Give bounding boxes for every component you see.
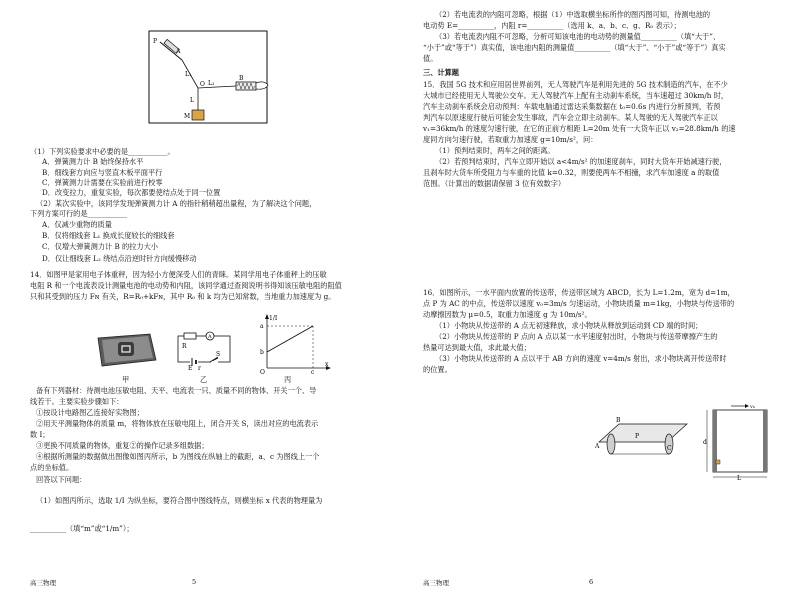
belt-label-c: C <box>667 445 672 452</box>
label-y-axis: 1/I <box>269 315 278 322</box>
label-b: B <box>239 75 244 82</box>
q16-part3-cont: 的位置。 <box>423 365 452 374</box>
q14-3-cont: “小于”或“等于”）真实值，该电池内阻的测量值__________（填“大于”、“小于”或“等于”）真实 <box>423 43 726 52</box>
footer-subject-left: 高三物理 <box>30 579 56 587</box>
q16-part1: （1）小物块从传送带的 A 点无初速释放，求小物块从释放到运动到 CD 端的时间； <box>435 321 703 330</box>
q15-part2-cont: 且刹车时大货车所受阻力与车重的比值 k=0.32，则要使两车不相撞，求汽车加速度 a 的取值 <box>423 168 720 177</box>
resistor-r <box>184 333 196 339</box>
label-c-val: c <box>311 369 315 374</box>
q14-steps-1: 备有下列器材：待测电池压敏电阻、天平、电流表一只、质量不同的物体、开关一个、导 <box>36 386 317 395</box>
weight-block <box>192 110 204 120</box>
label-l: L <box>190 97 194 104</box>
q14-intro-3: 只和其受到的压力 Fɴ 有关，R=R₀+kFɴ，其中 R₀ 和 k 均为已知常数，当地重力加速度为 g。 <box>30 292 336 301</box>
conveyor-belt-top-view <box>703 400 775 480</box>
label-s: S <box>216 351 221 358</box>
footer-page-left: 5 <box>192 578 197 586</box>
q14-1: （1）如图丙所示，选取 1/I 为纵坐标，要符合图中图线特点，则横坐标 x 代表的物理量为 <box>36 496 323 505</box>
label-r-internal: r <box>198 365 201 370</box>
q14-step-3: ③更换不同质量的物体，重复②的操作记录多组数据； <box>36 441 209 450</box>
label-l-length: L <box>737 475 741 480</box>
q13-1-b: B．细线套方向应与竖直木板平面平行 <box>42 168 163 177</box>
q15-2: 大城市已经使用无人驾驶公交车。无人驾驶汽车上配有主动刹车系统，当车速超过 30km/h 时， <box>423 91 729 100</box>
belt-label-a: A <box>595 443 600 450</box>
q15-5: v₁=36km/h 的速度匀速行驶，在它的正前方相距 L=20m 处有一大货车正以 v₂=28.8km/h 的速 <box>423 124 736 133</box>
roller-left <box>607 434 615 454</box>
section-calc-title: 三、计算题 <box>423 68 459 77</box>
q14-3-end: 值。 <box>423 54 438 63</box>
q15-6: 度同方向匀速行驶，若取重力加速度 g=10m/s²，问： <box>423 135 598 144</box>
q16-part3: （3）小物块从传送带的 A 点以平于 AB 方向的速度 v=4m/s 射出，求小物块离开传送带时 <box>435 354 727 363</box>
q14-3: （3）若电流表内阻不可忽略，分析可知该电池的电动势的测量值__________（填“大于”、 <box>435 32 721 41</box>
label-d: d <box>703 439 707 446</box>
label-b-val: b <box>260 349 264 356</box>
label-e: E <box>188 365 193 370</box>
q14-step-2-cont: 数 I； <box>30 430 50 439</box>
q14-intro-1: 14．如图甲是家用电子体重秤，因为轻小方便深受人们的青睐。某同学用电子体重秤上的压敏 <box>30 270 327 279</box>
right-page <box>397 0 794 596</box>
q14-intro-2: 电阻 R 和一个电流表设计测量电池的电动势和内阻，该同学通过查阅说明书得知该压敏电阻的阻值 <box>30 281 342 290</box>
graph-line <box>267 326 313 352</box>
footer-subject-right: 高三物理 <box>423 579 449 587</box>
graph-figure <box>255 312 333 374</box>
q15-part1: （1）预判结束时，两车之间的距离。 <box>435 146 555 155</box>
label-p: P <box>153 38 158 45</box>
q13-1-a: A．弹簧测力计 B 始终保持水平 <box>42 157 144 166</box>
label-r: R <box>182 343 187 350</box>
q14-step-2: ②用天平测量物体的质量 m，将物体放在压敏电阻上，闭合开关 S，读出对应的电流表示 <box>36 419 319 428</box>
footer-page-right: 6 <box>589 578 594 586</box>
q16-3: 动摩擦因数为 μ=0.5，取重力加速度 g 为 10m/s²。 <box>423 310 592 319</box>
q13-1-d: D．改变拉力，重复实验，每次都要使结点处于同一位置 <box>42 188 221 197</box>
q14-step-4: ④根据所测量的数据做出图像如图丙所示，b 为图线在纵轴上的截距，a、c 为图线上一个 <box>36 452 320 461</box>
q13-2-a: A．仅减少重物的质量 <box>42 220 112 229</box>
spring-balance-b <box>236 82 268 90</box>
conveyor-belt-perspective <box>589 410 689 460</box>
q13-2-d: D．仅让细线套 L₂ 绕结点沿逆时针方向缓慢移动 <box>42 254 197 263</box>
hand-icon <box>256 82 268 89</box>
belt-label-b: B <box>616 417 621 424</box>
caption-jia: 甲 <box>122 375 130 384</box>
q14-questions: 回答以下问题： <box>36 475 87 484</box>
q13-1: （1）下列实验要求中必要的是___________。 <box>30 147 175 156</box>
q14-step-1: ①按设计电路图乙连接好实物图； <box>36 408 144 417</box>
label-x-axis: x <box>325 361 329 368</box>
q13-2: （2）某次实验中，该同学发现弹簧测力计 A 的指针稍稍超出量程，为了解决这个问题， <box>36 199 317 208</box>
label-m: M <box>184 113 191 120</box>
q14-step-4-cont: 点的坐标值。 <box>30 463 74 472</box>
q16-part2-cont: 热量可达到最大值，求此最大值； <box>423 343 531 352</box>
q15-4: 判汽车以原速度行驶后可能会发生事故，汽车会立即主动刹车。某人驾驶的无人驾驶汽车正以 <box>423 113 718 122</box>
spring-balance-a <box>160 39 198 88</box>
q13-1-c: C．弹簧测力计需要在实验前进行校零 <box>42 178 163 187</box>
q16-1: 16．如图所示，一水平面内放置的传送带，传送带区域为 ABCD，长为 L=1.2m，宽为 d=1m， <box>423 288 735 297</box>
circuit-diagram <box>172 330 236 370</box>
q14-2-cont: 电动势 E=__________，内阻 r=__________（选用 k、a、b、c、g、R₀ 表示）； <box>423 21 681 30</box>
q15-1: 15．我国 5G 技术和应用居世界前列，无人驾驶汽车是利用先进的 5G 技术制造的汽车，在不少 <box>423 80 728 89</box>
q16-2: 点 P 为 AC 的中点，传送带以速度 v₀=3m/s 匀速运动，小物块质量 m=1kg，小物块与传送带的 <box>423 299 735 308</box>
scale-photo <box>92 330 162 370</box>
q16-part2: （2）小物块从传送带的 P 点向 A 点以某一水平速度射出时，小物块与传送带摩擦产生的 <box>435 332 718 341</box>
label-ammeter: A <box>208 334 212 340</box>
q13-2-c: C．仅增大弹簧测力计 B 的拉力大小 <box>42 242 158 251</box>
q15-part2: （2）若预判结束时，汽车立即开始以 a<4m/s² 的加速度刹车，同时大货车开始减速行驶， <box>435 157 727 166</box>
q15-3: 汽车主动刹车系统会启动预判：车载电脑通过雷达采集数据在 t₀=0.6s 内进行分析预判，若预 <box>423 102 721 111</box>
belt-label-p: P <box>635 433 640 440</box>
label-v0: v₀ <box>750 404 755 410</box>
small-block <box>716 460 720 464</box>
belt-area <box>713 410 767 472</box>
label-l2: L₂ <box>208 80 215 87</box>
caption-bing: 丙 <box>284 375 292 384</box>
spring-balance-figure <box>148 30 270 126</box>
label-a-val: a <box>260 323 264 330</box>
label-l1: L₁ <box>185 71 192 78</box>
q15-part2-end: 范围。（计算出的数据请保留 3 位有效数字） <box>423 179 566 188</box>
q13-2-cont: 下列方案可行的是___________ <box>30 209 128 218</box>
label-origin: O <box>260 369 265 374</box>
q13-2-b: B．仅将细线套 L₁ 换成长度较长的细线套 <box>42 231 175 240</box>
label-a: A <box>176 48 181 55</box>
label-o: O <box>200 81 205 88</box>
q14-1-blank: __________（填“m”或“1/m”）； <box>30 524 134 533</box>
q14-steps-2: 线若干。主要实验步骤如下： <box>30 397 124 406</box>
caption-yi: 乙 <box>200 375 208 384</box>
q14-2: （2）若电流表的内阻可忽略，根据（1）中选取横坐标所作的图丙图可知，待测电池的 <box>435 10 711 19</box>
